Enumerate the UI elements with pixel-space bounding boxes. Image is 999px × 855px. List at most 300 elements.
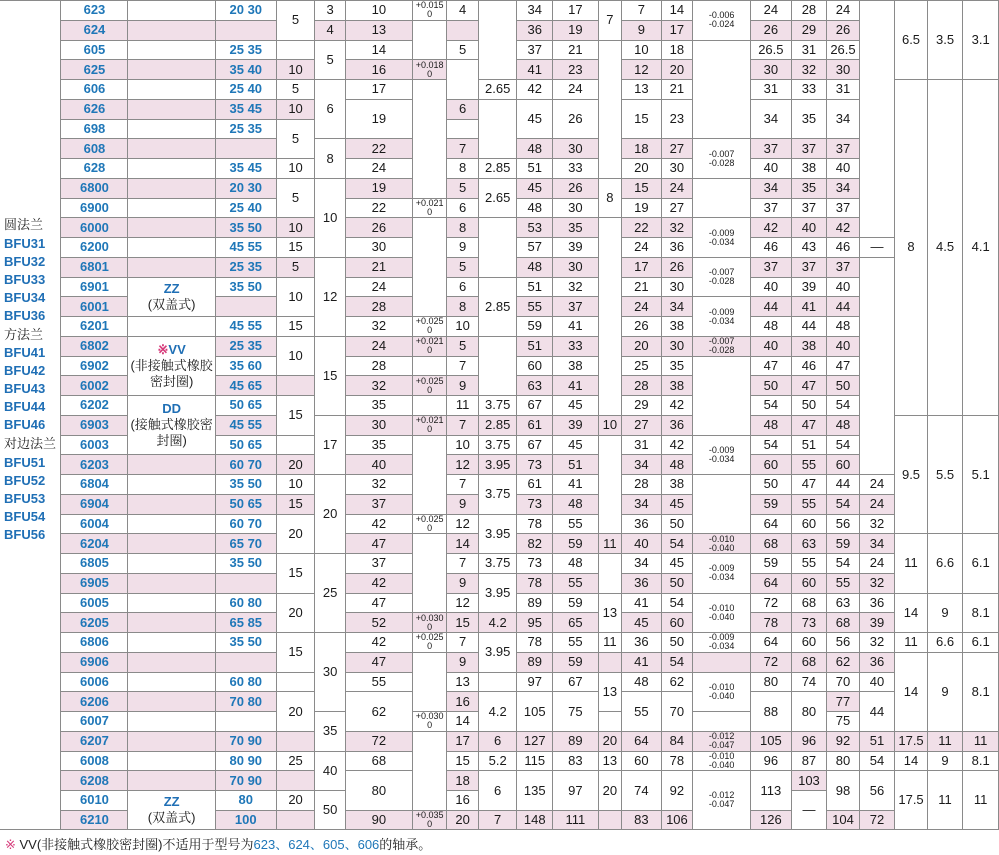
i-tol-cell-value: 0 — [427, 818, 433, 829]
series-code: BFU53 — [4, 490, 46, 506]
x-cell: 11 — [963, 771, 999, 830]
bearing-type-cell: 6804 — [61, 475, 128, 495]
g-cell: 35 — [315, 712, 345, 752]
series-code: BFU36 — [4, 307, 46, 323]
series-code: BFU31 — [4, 235, 46, 251]
j-cell: 8 — [447, 297, 478, 317]
q-tol-cell-value: -0.007 — [708, 336, 735, 347]
length-cell: 65 85 — [215, 613, 276, 633]
s-cell: 47 — [791, 415, 827, 435]
h-cell: 30 — [345, 238, 412, 258]
o-cell: 20 — [622, 159, 662, 179]
x-cell: 11 — [963, 731, 999, 751]
p-cell: 23 — [661, 99, 692, 139]
r-cell: 113 — [751, 771, 792, 811]
j-cell: 6 — [447, 99, 478, 119]
w-cell: 3.5 — [927, 1, 963, 80]
t-cell: 60 — [827, 455, 860, 475]
table-row — [0, 178, 999, 198]
i-tol-cell — [412, 514, 447, 534]
i-tol-cell-value: +0.030 — [415, 711, 444, 722]
s-cell: 68 — [791, 593, 827, 613]
q-tol-cell-value: -0.047 — [708, 740, 735, 751]
seal-zz-cell — [128, 277, 215, 317]
r-cell: 37 — [751, 257, 792, 277]
bearing-type-cell: 6006 — [61, 672, 128, 692]
bearing-type-cell: 6903 — [61, 415, 128, 435]
i-tol-cell-value: +0.025 — [415, 514, 444, 524]
l-cell: 60 — [517, 356, 553, 376]
l-cell: 67 — [517, 396, 553, 416]
v-cell: 9.5 — [895, 415, 928, 534]
l-cell: 36 — [517, 20, 553, 40]
v-cell: 14 — [895, 593, 928, 633]
seal-type-cell — [128, 40, 215, 60]
i-tol-cell — [412, 435, 447, 514]
h-cell: 47 — [345, 534, 412, 554]
i-tol-cell — [412, 613, 447, 633]
t-cell: 92 — [827, 731, 860, 751]
i-tol-cell — [412, 712, 447, 732]
n-cell — [598, 810, 621, 829]
o-cell: 34 — [622, 455, 662, 475]
table-row — [0, 573, 999, 593]
t-cell: 104 — [827, 810, 860, 829]
m-cell: 41 — [553, 376, 599, 396]
t-cell: 56 — [827, 514, 860, 534]
q-tol-cell-value: -0.009 — [708, 444, 735, 455]
f-cell: 20 — [276, 455, 315, 475]
i-tol-cell-value: 0 — [427, 9, 433, 20]
r-cell: 68 — [751, 534, 792, 554]
u-cell: 44 — [859, 692, 895, 732]
length-cell — [215, 139, 276, 159]
n-cell: 11 — [598, 534, 621, 554]
q-tol-cell — [693, 435, 751, 475]
length-cell: 35 40 — [215, 60, 276, 80]
length-cell: 70 90 — [215, 731, 276, 751]
j-cell: 9 — [447, 573, 478, 593]
o-cell: 29 — [622, 396, 662, 416]
table-row — [0, 159, 999, 179]
h-cell: 21 — [345, 257, 412, 277]
p-cell: 45 — [661, 554, 692, 574]
q-tol-cell-value: -0.034 — [708, 572, 735, 583]
o-cell: 12 — [622, 60, 662, 80]
s-cell: 46 — [791, 356, 827, 376]
l-cell: 82 — [517, 534, 553, 554]
r-cell: 40 — [751, 336, 792, 356]
series-code: BFU56 — [4, 526, 46, 542]
l-cell: 61 — [517, 415, 553, 435]
j-cell: 8 — [447, 159, 478, 179]
h-cell: 47 — [345, 593, 412, 613]
u-cell: 36 — [859, 593, 895, 613]
t-cell: 37 — [827, 257, 860, 277]
bearing-type-cell: 625 — [61, 60, 128, 80]
t-cell: 34 — [827, 178, 860, 198]
l-cell: 53 — [517, 218, 553, 238]
i-tol-cell-value: +0.025 — [415, 632, 444, 643]
q-tol-cell-value: -0.024 — [708, 19, 735, 30]
h-cell: 16 — [345, 60, 412, 80]
w-cell: 9 — [927, 751, 963, 771]
length-cell — [215, 652, 276, 672]
r-cell: 48 — [751, 317, 792, 337]
p-cell: 50 — [661, 514, 692, 534]
h-cell: 30 — [345, 415, 412, 435]
length-cell: 60 70 — [215, 455, 276, 475]
seal-zz-2-cell — [128, 791, 215, 830]
f-cell: 15 — [276, 494, 315, 514]
l-cell: 45 — [517, 178, 553, 198]
h-cell: 55 — [345, 672, 412, 692]
k-cell: 6 — [478, 731, 517, 751]
length-cell — [215, 712, 276, 732]
seal-dd-cell — [128, 396, 215, 455]
q-tol-cell — [693, 672, 751, 712]
k-cell: 4.2 — [478, 613, 517, 633]
t-cell: 37 — [827, 139, 860, 159]
q-tol-cell-value: -0.009 — [708, 632, 735, 643]
o-cell: 45 — [622, 613, 662, 633]
x-cell: 8.1 — [963, 751, 999, 771]
o-cell: 15 — [622, 178, 662, 198]
length-cell: 35 50 — [215, 218, 276, 238]
bearing-type-cell: 623 — [61, 1, 128, 21]
m-cell: 55 — [553, 633, 599, 653]
l-cell: 48 — [517, 198, 553, 218]
h-cell: 28 — [345, 297, 412, 317]
table-row — [0, 692, 999, 712]
n-cell — [598, 40, 621, 178]
g-cell: 30 — [315, 633, 345, 712]
p-cell: 32 — [661, 218, 692, 238]
length-cell: 45 65 — [215, 376, 276, 396]
m-cell: 59 — [553, 534, 599, 554]
seal-zz-desc: (双盖式) — [147, 296, 196, 312]
f-cell: 5 — [276, 178, 315, 218]
length-cell: 65 70 — [215, 534, 276, 554]
s-cell: 63 — [791, 534, 827, 554]
l-cell: 57 — [517, 238, 553, 258]
q-tol-cell-value: -0.034 — [708, 641, 735, 652]
v-cell: 6.5 — [895, 1, 928, 80]
h-cell: 24 — [345, 159, 412, 179]
t-cell: 44 — [827, 297, 860, 317]
f-cell — [276, 40, 315, 60]
length-cell — [215, 20, 276, 40]
bearing-type-cell: 6010 — [61, 791, 128, 811]
p-cell: 14 — [661, 1, 692, 21]
q-tol-cell-value: -0.034 — [708, 315, 735, 326]
f-cell: 10 — [276, 336, 315, 376]
q-tol-cell-value: -0.009 — [708, 563, 735, 574]
length-cell: 25 40 — [215, 80, 276, 100]
length-cell: 60 80 — [215, 672, 276, 692]
r-cell: 42 — [751, 218, 792, 238]
j-cell: 5 — [447, 40, 478, 60]
length-cell: 50 65 — [215, 494, 276, 514]
n-cell: 20 — [598, 731, 621, 751]
i-tol-cell — [412, 317, 447, 337]
g-cell: 12 — [315, 257, 345, 336]
series-code: BFU34 — [4, 289, 46, 305]
q-tol-cell — [693, 652, 751, 672]
k-cell: 2.65 — [478, 80, 517, 100]
i-tol-cell-value: +0.021 — [415, 415, 444, 426]
m-cell: 51 — [553, 455, 599, 475]
s-cell: 38 — [791, 159, 827, 179]
g-cell: 5 — [315, 40, 345, 80]
x-cell: 5.1 — [963, 415, 999, 534]
s-cell: 39 — [791, 277, 827, 297]
series-code: BFU43 — [4, 381, 46, 396]
j-cell: 11 — [447, 396, 478, 416]
j-cell: 5 — [447, 257, 478, 277]
j-cell: 20 — [447, 810, 478, 829]
r-cell: 34 — [751, 178, 792, 198]
bearing-type-cell: 6005 — [61, 593, 128, 613]
l-cell: 127 — [517, 731, 553, 751]
j-cell: 10 — [447, 317, 478, 337]
p-cell: 18 — [661, 40, 692, 60]
h-cell: 80 — [345, 771, 412, 811]
t-cell: 44 — [827, 475, 860, 495]
r-cell: 64 — [751, 633, 792, 653]
bearing-type-cell: 6200 — [61, 238, 128, 258]
h-cell: 28 — [345, 356, 412, 376]
j-cell: 18 — [447, 771, 478, 791]
m-cell: 21 — [553, 40, 599, 60]
i-tol-cell-value: +0.021 — [415, 198, 444, 208]
q-tol-cell-value: -0.009 — [708, 227, 735, 238]
seal-vv-desc: (非接触式橡胶密封圈) — [130, 357, 213, 389]
m-cell: 26 — [553, 178, 599, 198]
l-cell: 51 — [517, 336, 553, 356]
footnote-models: 623、624、605、606 — [253, 837, 380, 852]
x-cell: 6.1 — [963, 534, 999, 593]
h-cell: 19 — [345, 99, 412, 139]
s-cell: 40 — [791, 218, 827, 238]
footnote-text-a: VV(非接触式橡胶密封圈)不适用于型号为 — [19, 837, 254, 852]
v-cell: 17.5 — [895, 731, 928, 751]
p-cell: 30 — [661, 159, 692, 179]
series-label-cell — [0, 1, 61, 830]
n-cell: 11 — [598, 633, 621, 653]
f-cell: 20 — [276, 692, 315, 732]
p-cell: 20 — [661, 60, 692, 80]
q-tol-cell-value: -0.028 — [708, 276, 735, 286]
j-cell: 6 — [447, 198, 478, 218]
s-cell: 43 — [791, 238, 827, 258]
s-cell: 68 — [791, 652, 827, 672]
p-cell: 60 — [661, 613, 692, 633]
s-cell: 60 — [791, 573, 827, 593]
i-tol-cell-value: 0 — [427, 641, 433, 652]
bearing-type-cell: 6905 — [61, 573, 128, 593]
s-cell: 73 — [791, 613, 827, 633]
o-cell: 28 — [622, 376, 662, 396]
t-cell: 54 — [827, 396, 860, 416]
p-cell: 42 — [661, 435, 692, 455]
f-cell: 5 — [276, 1, 315, 41]
g-cell: 15 — [315, 336, 345, 415]
i-tol-cell-value: +0.018 — [415, 59, 444, 70]
j-cell: 9 — [447, 652, 478, 672]
l-cell: 61 — [517, 475, 553, 495]
n-cell — [598, 652, 621, 672]
r-cell: 50 — [751, 475, 792, 495]
length-cell: 20 30 — [215, 178, 276, 198]
m-cell: 32 — [553, 277, 599, 297]
bearing-type-cell: 606 — [61, 80, 128, 100]
t-cell: 56 — [827, 633, 860, 653]
g-cell: 6 — [315, 80, 345, 139]
t-cell: 42 — [827, 218, 860, 238]
table-row — [0, 554, 999, 574]
q-tol-cell-value: -0.028 — [708, 345, 735, 356]
l-cell: 97 — [517, 672, 553, 692]
r-cell: 64 — [751, 573, 792, 593]
bearing-type-cell: 6008 — [61, 751, 128, 771]
p-cell: 24 — [661, 178, 692, 198]
seal-type-cell — [128, 633, 215, 653]
bearing-type-cell: 6004 — [61, 514, 128, 534]
length-cell: 35 50 — [215, 633, 276, 653]
o-cell: 26 — [622, 317, 662, 337]
q-tol-cell — [693, 731, 751, 751]
p-cell: 38 — [661, 317, 692, 337]
t-cell: 77 — [827, 692, 860, 712]
f-cell — [276, 771, 315, 791]
h-cell: 32 — [345, 317, 412, 337]
m-cell: 48 — [553, 554, 599, 574]
p-cell: 35 — [661, 356, 692, 376]
r-cell: 80 — [751, 672, 792, 692]
l-cell: 78 — [517, 633, 553, 653]
seal-type-cell — [128, 198, 215, 218]
s-cell: 37 — [791, 198, 827, 218]
q-tol-cell — [693, 771, 751, 830]
o-cell: 18 — [622, 139, 662, 159]
k-cell: 5.2 — [478, 751, 517, 771]
h-cell: 35 — [345, 396, 412, 416]
s-cell: 47 — [791, 475, 827, 495]
g-cell: 17 — [315, 415, 345, 474]
seal-zz-2-desc: (双盖式) — [147, 810, 196, 825]
m-cell: 30 — [553, 139, 599, 159]
o-cell: 41 — [622, 593, 662, 613]
s-cell: 55 — [791, 554, 827, 574]
bearing-type-cell: 6007 — [61, 712, 128, 732]
k-cell: 2.85 — [478, 415, 517, 435]
s-cell: 32 — [791, 60, 827, 80]
h-cell: 68 — [345, 751, 412, 771]
k-cell: 3.95 — [478, 633, 517, 673]
bearing-type-cell: 624 — [61, 20, 128, 40]
r-cell: 72 — [751, 593, 792, 613]
table-row — [0, 218, 999, 238]
h-cell: 42 — [345, 514, 412, 534]
s-cell: 38 — [791, 336, 827, 356]
v-cell: 14 — [895, 751, 928, 771]
q-tol-cell — [693, 257, 751, 297]
f-cell: 25 — [276, 751, 315, 771]
q-tol-cell — [693, 534, 751, 554]
q-tol-cell-value: -0.040 — [708, 759, 735, 770]
l-cell: 41 — [517, 60, 553, 80]
t-cell: 26.5 — [827, 40, 860, 60]
p-cell: 27 — [661, 198, 692, 218]
bearing-type-cell: 605 — [61, 40, 128, 60]
bearing-type-cell: 6900 — [61, 198, 128, 218]
o-cell: 20 — [622, 336, 662, 356]
q-tol-cell-value: -0.010 — [708, 533, 735, 544]
p-cell: 30 — [661, 336, 692, 356]
bearing-type-cell: 6002 — [61, 376, 128, 396]
f-cell: 10 — [276, 475, 315, 495]
q-tol-cell — [693, 712, 751, 732]
j-cell: 7 — [447, 139, 478, 159]
o-cell: 55 — [622, 692, 662, 732]
g-cell: 3 — [315, 1, 345, 21]
t-cell: 70 — [827, 672, 860, 692]
m-cell: 55 — [553, 573, 599, 593]
j-cell: 15 — [447, 751, 478, 771]
l-cell: 67 — [517, 435, 553, 455]
h-cell: 26 — [345, 218, 412, 238]
s-cell: 55 — [791, 455, 827, 475]
n-cell: 7 — [598, 1, 621, 41]
o-cell: 7 — [622, 1, 662, 21]
h-cell: 13 — [345, 20, 412, 40]
p-cell: 26 — [661, 257, 692, 277]
table-row — [0, 277, 999, 297]
series-code: BFU51 — [4, 454, 46, 470]
l-cell: 51 — [517, 159, 553, 179]
seal-type-cell — [128, 60, 215, 80]
r-cell: 72 — [751, 652, 792, 672]
s-cell: — — [791, 791, 827, 830]
i-tol-cell-value: 0 — [427, 720, 433, 731]
series-code: BFU41 — [4, 345, 46, 360]
l-cell: 42 — [517, 80, 553, 100]
i-tol-cell-value: 0 — [427, 325, 433, 336]
n-cell — [598, 218, 621, 416]
series-code: BFU52 — [4, 472, 46, 488]
t-cell: 24 — [827, 1, 860, 21]
g-cell: 10 — [315, 178, 345, 257]
i-tol-cell — [412, 731, 447, 810]
seal-zz-2-code: ZZ — [163, 794, 180, 809]
bearing-type-cell: 6801 — [61, 257, 128, 277]
j-cell: 5 — [447, 336, 478, 356]
w-cell: 6.6 — [927, 534, 963, 593]
q-tol-cell-value: -0.007 — [708, 148, 735, 159]
l-cell: 78 — [517, 573, 553, 593]
s-cell: 41 — [791, 297, 827, 317]
i-tol-cell-value: 0 — [427, 206, 433, 217]
m-cell: 19 — [553, 20, 599, 40]
m-cell: 41 — [553, 317, 599, 337]
p-cell: 38 — [661, 376, 692, 396]
v-cell: 8 — [895, 80, 928, 416]
q-tol-cell-value: -0.034 — [708, 453, 735, 464]
seal-type-cell — [128, 139, 215, 159]
length-cell: 80 90 — [215, 751, 276, 771]
v-cell: 11 — [895, 534, 928, 593]
